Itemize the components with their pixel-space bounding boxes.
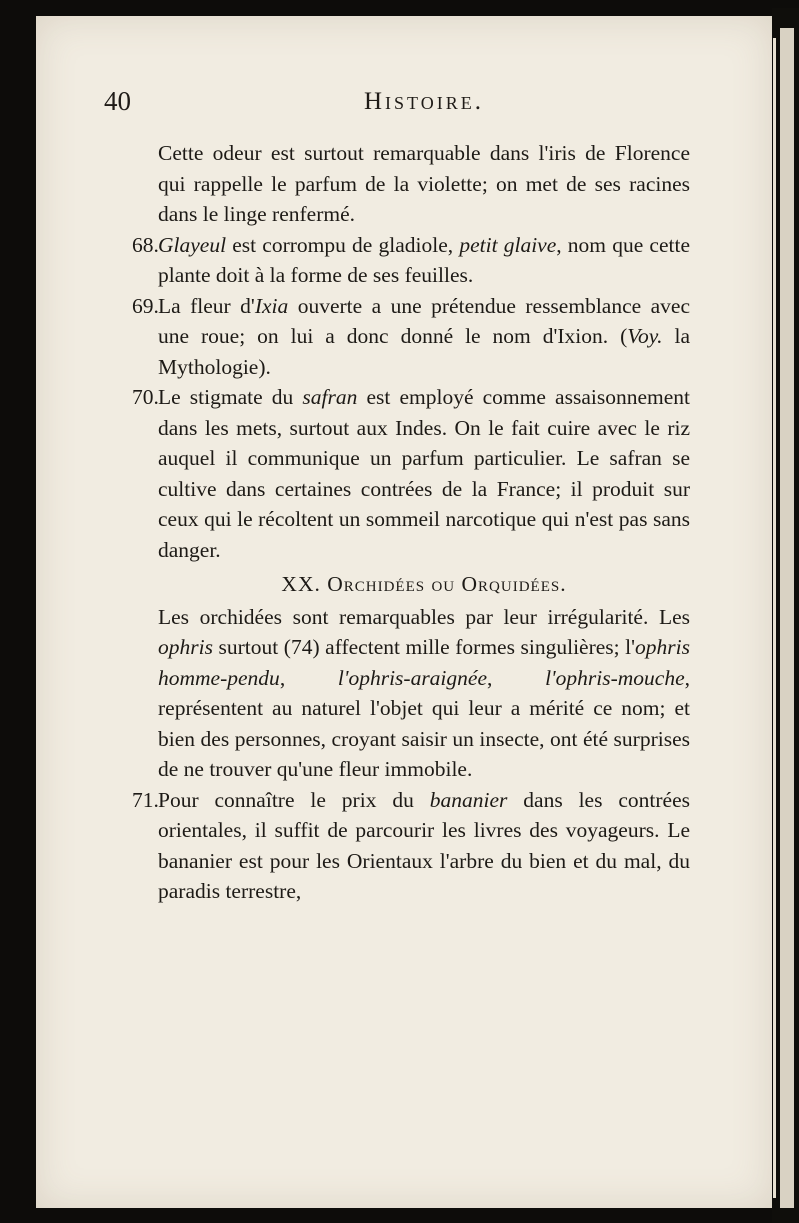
text-run: , représentent au naturel l'objet qui leur a mérité ce nom; et bien des personnes, croyant saisir un insecte, ont été surprises de ne trouver qu'une fleur immobile. [158, 665, 690, 781]
page-edge [772, 8, 799, 1223]
text-run: est employé comme assaisonnement dans les mets, surtout aux Indes. On le fait cuire avec le riz auquel il communique un parfum particulier. Le safran se cultive dans certaines contrées de la France; il produit sur ceux qui le récoltent un sommeil narcotique qui n'est pas sans danger. [158, 385, 690, 562]
page-body [132, 138, 691, 907]
text-run: surtout (74) affectent mille formes singulières; l' [212, 635, 636, 659]
note-paragraph [132, 291, 691, 383]
text-run: XX. Orchidées ou Orquidées. [281, 572, 567, 596]
text-run: dans les contrées orientales, il suffit de parcourir les livres des voyageurs. Le bananier est pour les Orientaux l'arbre du bien et du mal, du paradis terrestre, [158, 787, 690, 903]
text-run: ophris [158, 635, 213, 659]
note-number: 69. [132, 293, 159, 318]
section-title [158, 569, 690, 600]
text-run: l'ophris-araignée [337, 665, 487, 690]
text-paragraph [158, 138, 690, 230]
text-run: Ixia [254, 293, 289, 318]
text-run: l'ophris-mouche [545, 665, 685, 690]
note-paragraph [132, 785, 690, 907]
text-run: ouverte a une prétendue ressemblance avec une roue; on lui a donc donné le nom d'Ixion. ( [158, 293, 691, 348]
note-number: 68. [132, 232, 159, 257]
note-paragraph [132, 230, 690, 291]
page-header [104, 86, 744, 126]
text-run: Cette odeur est surtout remarquable dans l'iris de Florence qui rappelle le parfum de la violette; on met de ses racines dans le linge renfermé. [158, 141, 690, 226]
text-run: la Mythologie). [158, 324, 690, 379]
text-run: Les orchidées sont remarquables par leur irrégularité. Les [158, 604, 690, 629]
text-run: , [279, 665, 338, 690]
text-run: bananier [429, 787, 508, 812]
page-gutter-strip [773, 38, 776, 1198]
page-number: 40 [104, 86, 131, 116]
text-run: Voy. [627, 324, 663, 348]
text-run: petit glaive [459, 232, 557, 257]
text-paragraph [158, 602, 690, 785]
text-run: safran [302, 385, 358, 409]
text-run: ophris homme-pendu [158, 635, 690, 690]
note-number: 71. [132, 787, 159, 812]
next-page-strip [780, 28, 794, 1208]
note-number: 70. [132, 385, 159, 409]
note-paragraph [132, 382, 690, 565]
text-run: La fleur d' [158, 293, 255, 318]
text-run: , [487, 665, 546, 690]
text-run: Pour connaître le prix du [158, 787, 430, 812]
text-run: Le stigmate du [158, 385, 303, 409]
text-run: , nom que cette plante doit à la forme de ses feuilles. [158, 232, 690, 287]
running-head: Histoire. [364, 88, 484, 115]
text-run: Glayeul [158, 232, 227, 257]
text-run: est corrompu de gladiole, [226, 232, 460, 257]
